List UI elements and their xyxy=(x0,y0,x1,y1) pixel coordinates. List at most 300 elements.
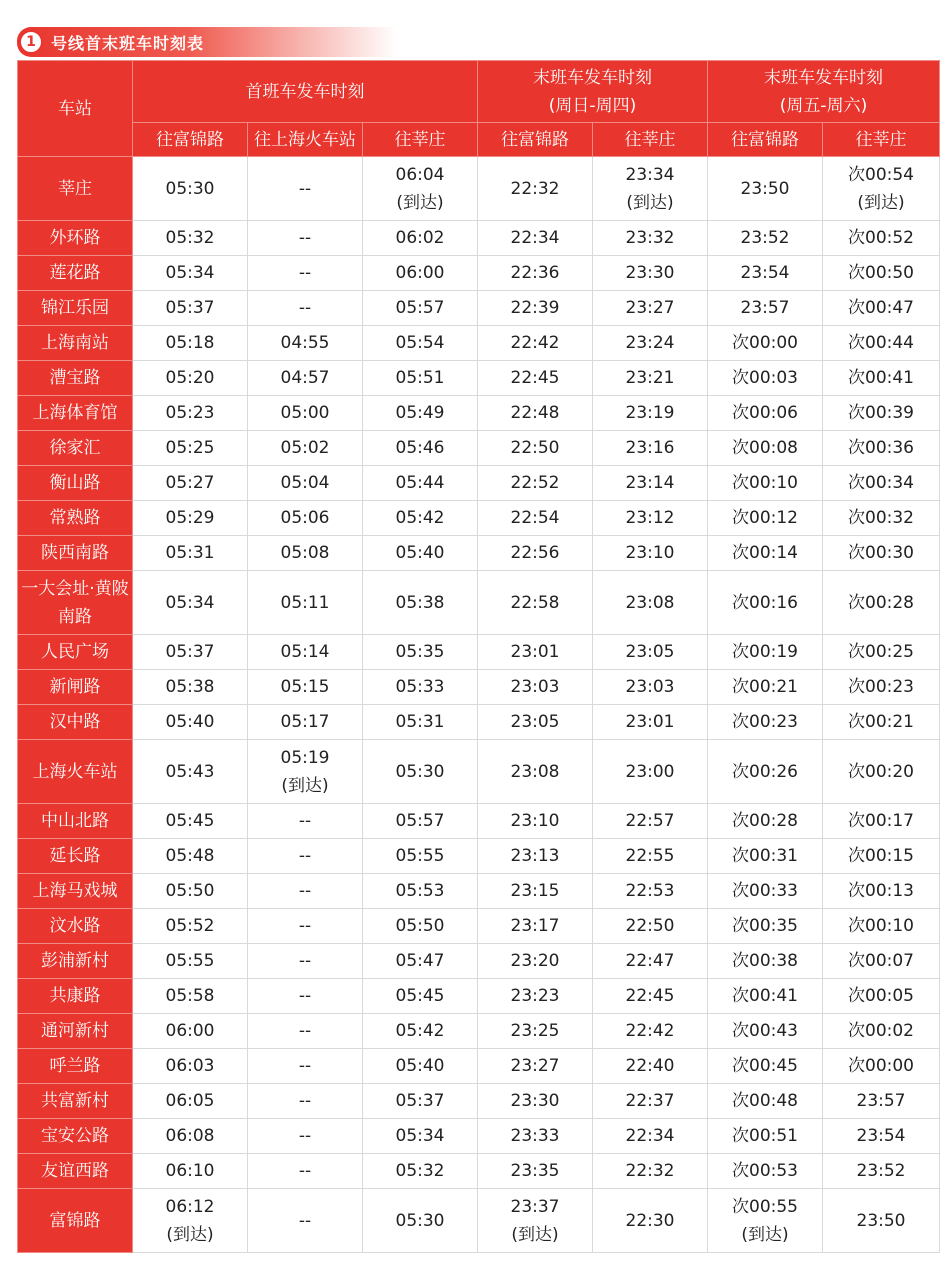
time-cell xyxy=(593,536,708,571)
time-value: 23:00 xyxy=(625,761,675,782)
time-value: 次00:45 xyxy=(732,1056,798,1076)
time-value: 05:11 xyxy=(280,592,330,613)
time-value: 次00:17 xyxy=(848,811,914,831)
station-name: 宝安公路 xyxy=(18,1119,133,1154)
time-value: 23:52 xyxy=(856,1161,906,1181)
table-row xyxy=(18,431,940,466)
time-cell xyxy=(363,1189,478,1253)
time-value: 次00:14 xyxy=(732,543,798,563)
time-value: 23:10 xyxy=(510,811,560,831)
time-cell xyxy=(478,740,593,804)
time-cell xyxy=(248,157,363,221)
time-cell xyxy=(708,979,823,1014)
time-cell xyxy=(708,291,823,326)
time-value: 22:32 xyxy=(625,1161,675,1181)
arrival-note: (到达) xyxy=(626,192,674,213)
time-value: 次00:08 xyxy=(732,438,798,458)
time-cell xyxy=(363,670,478,705)
time-cell xyxy=(708,431,823,466)
time-cell xyxy=(593,1049,708,1084)
time-value: 次00:06 xyxy=(732,403,798,423)
time-cell xyxy=(823,635,940,670)
station-name: 呼兰路 xyxy=(18,1049,133,1084)
time-value: 23:01 xyxy=(510,642,560,662)
subheader: 往上海火车站 xyxy=(248,123,363,157)
time-value: -- xyxy=(298,846,312,866)
time-value: 23:20 xyxy=(510,951,560,971)
time-value: 次00:13 xyxy=(848,881,914,901)
time-value: -- xyxy=(298,1021,312,1041)
time-cell xyxy=(133,466,248,501)
time-value: 23:27 xyxy=(510,1056,560,1076)
table-row xyxy=(18,571,940,635)
time-cell xyxy=(823,874,940,909)
time-value: 05:58 xyxy=(165,986,215,1006)
time-cell xyxy=(133,1189,248,1253)
time-cell xyxy=(478,256,593,291)
time-value: 05:57 xyxy=(395,298,445,318)
time-cell xyxy=(823,1049,940,1084)
subheader: 往富锦路 xyxy=(708,123,823,157)
time-cell xyxy=(708,256,823,291)
table-row xyxy=(18,157,940,221)
table-row xyxy=(18,635,940,670)
time-cell xyxy=(363,536,478,571)
time-cell xyxy=(248,839,363,874)
time-value: 06:00 xyxy=(165,1021,215,1041)
time-cell xyxy=(248,874,363,909)
time-value: 23:37 xyxy=(510,1196,560,1217)
time-cell xyxy=(823,1189,940,1253)
time-value: 23:50 xyxy=(856,1210,906,1231)
time-cell xyxy=(823,431,940,466)
time-cell xyxy=(708,536,823,571)
time-value: 次00:44 xyxy=(848,333,914,353)
time-cell xyxy=(478,1049,593,1084)
time-cell xyxy=(133,944,248,979)
table-row xyxy=(18,670,940,705)
time-cell xyxy=(478,291,593,326)
table-row xyxy=(18,1014,940,1049)
station-name: 新闸路 xyxy=(18,670,133,705)
time-value: 05:06 xyxy=(280,508,330,528)
time-cell xyxy=(363,221,478,256)
time-cell xyxy=(363,501,478,536)
time-cell xyxy=(823,466,940,501)
time-value: 次00:26 xyxy=(732,761,798,782)
station-name: 彭浦新村 xyxy=(18,944,133,979)
time-cell xyxy=(133,291,248,326)
time-value: 22:32 xyxy=(510,178,560,199)
time-value: 04:57 xyxy=(280,368,330,388)
time-value: 05:15 xyxy=(280,677,330,697)
station-name: 上海火车站 xyxy=(18,740,133,804)
time-cell xyxy=(133,431,248,466)
time-cell xyxy=(133,874,248,909)
time-cell xyxy=(593,635,708,670)
table-row xyxy=(18,944,940,979)
time-value: 次00:07 xyxy=(848,951,914,971)
time-cell xyxy=(248,431,363,466)
table-title: 号线首末班车时刻表 xyxy=(51,33,205,53)
time-cell xyxy=(708,1189,823,1253)
time-value: 05:42 xyxy=(395,508,445,528)
time-value: 23:10 xyxy=(625,543,675,563)
time-value: 06:12 xyxy=(165,1196,215,1217)
time-cell xyxy=(248,635,363,670)
time-cell xyxy=(478,326,593,361)
station-name: 上海马戏城 xyxy=(18,874,133,909)
time-cell xyxy=(593,256,708,291)
time-cell xyxy=(708,804,823,839)
time-cell xyxy=(363,466,478,501)
timetable-body xyxy=(18,157,940,1253)
time-value: 23:30 xyxy=(625,263,675,283)
time-value: 05:40 xyxy=(395,1056,445,1076)
time-cell xyxy=(363,431,478,466)
time-value: 22:36 xyxy=(510,263,560,283)
time-value: 23:08 xyxy=(625,592,675,613)
time-value: 05:47 xyxy=(395,951,445,971)
time-value: 次00:05 xyxy=(848,986,914,1006)
time-cell xyxy=(133,705,248,740)
time-cell xyxy=(248,1014,363,1049)
time-cell xyxy=(823,1154,940,1189)
time-cell xyxy=(248,670,363,705)
time-value: 05:44 xyxy=(395,473,445,493)
time-value: 23:27 xyxy=(625,298,675,318)
time-cell xyxy=(478,361,593,396)
time-value: 05:53 xyxy=(395,881,445,901)
time-value: 23:16 xyxy=(625,438,675,458)
time-cell xyxy=(363,256,478,291)
time-cell xyxy=(133,1049,248,1084)
time-value: 05:23 xyxy=(165,403,215,423)
time-cell xyxy=(708,501,823,536)
time-cell xyxy=(248,705,363,740)
time-cell xyxy=(593,874,708,909)
time-cell xyxy=(593,396,708,431)
time-value: 23:57 xyxy=(740,298,790,318)
time-cell xyxy=(363,874,478,909)
time-value: 22:53 xyxy=(625,881,675,901)
time-value: 22:52 xyxy=(510,473,560,493)
time-value: 22:34 xyxy=(510,228,560,248)
time-value: 06:05 xyxy=(165,1091,215,1111)
table-row xyxy=(18,804,940,839)
time-cell xyxy=(478,466,593,501)
time-cell xyxy=(363,361,478,396)
time-cell xyxy=(593,1189,708,1253)
time-value: 次00:51 xyxy=(732,1126,798,1146)
table-row xyxy=(18,874,940,909)
time-cell xyxy=(593,221,708,256)
time-value: 次00:30 xyxy=(848,543,914,563)
time-cell xyxy=(823,571,940,635)
time-value: 22:50 xyxy=(625,916,675,936)
table-row xyxy=(18,326,940,361)
time-cell xyxy=(593,361,708,396)
time-value: 22:50 xyxy=(510,438,560,458)
time-value: 23:14 xyxy=(625,473,675,493)
time-cell xyxy=(133,501,248,536)
time-value: 05:32 xyxy=(395,1161,445,1181)
time-cell xyxy=(133,536,248,571)
time-cell xyxy=(708,1119,823,1154)
table-row xyxy=(18,466,940,501)
time-value: 06:00 xyxy=(395,263,445,283)
time-cell xyxy=(363,1049,478,1084)
time-cell xyxy=(593,571,708,635)
table-row xyxy=(18,291,940,326)
time-cell xyxy=(708,874,823,909)
time-cell xyxy=(478,979,593,1014)
time-value: 次00:00 xyxy=(848,1056,914,1076)
arrival-note: (到达) xyxy=(281,775,329,796)
time-cell xyxy=(823,944,940,979)
time-cell xyxy=(248,466,363,501)
time-value: 05:25 xyxy=(165,438,215,458)
time-cell xyxy=(478,396,593,431)
table-row xyxy=(18,1189,940,1253)
time-cell xyxy=(363,1119,478,1154)
table-title-bar xyxy=(17,27,397,57)
time-cell xyxy=(363,705,478,740)
time-cell xyxy=(478,157,593,221)
station-name: 莘庄 xyxy=(18,157,133,221)
station-name: 外环路 xyxy=(18,221,133,256)
time-cell xyxy=(133,157,248,221)
time-value: 05:48 xyxy=(165,846,215,866)
arrival-note: (到达) xyxy=(396,192,444,213)
time-value: 04:55 xyxy=(280,333,330,353)
subheader: 往莘庄 xyxy=(823,123,940,157)
time-cell xyxy=(133,361,248,396)
time-value: 23:54 xyxy=(740,263,790,283)
time-value: 23:15 xyxy=(510,881,560,901)
time-value: 22:56 xyxy=(510,543,560,563)
time-value: 22:40 xyxy=(625,1056,675,1076)
time-cell xyxy=(708,326,823,361)
time-value: 23:05 xyxy=(510,712,560,732)
time-value: 23:03 xyxy=(625,677,675,697)
time-cell xyxy=(708,466,823,501)
time-value: 次00:23 xyxy=(732,712,798,732)
time-value: 23:34 xyxy=(625,164,675,185)
time-value: 05:35 xyxy=(395,642,445,662)
time-value: 05:45 xyxy=(165,811,215,831)
time-value: 05:31 xyxy=(165,543,215,563)
time-value: -- xyxy=(298,1091,312,1111)
time-cell xyxy=(823,740,940,804)
station-name: 莲花路 xyxy=(18,256,133,291)
subheader: 往富锦路 xyxy=(133,123,248,157)
time-cell xyxy=(478,944,593,979)
time-cell xyxy=(478,1189,593,1253)
time-value: 05:32 xyxy=(165,228,215,248)
time-cell xyxy=(478,635,593,670)
time-cell xyxy=(248,1154,363,1189)
time-cell xyxy=(363,157,478,221)
header-last-train-sun-thu: 末班车发车时刻 (周日-周四) xyxy=(478,61,708,123)
time-value: 次00:52 xyxy=(848,228,914,248)
time-cell xyxy=(823,909,940,944)
time-value: 05:14 xyxy=(280,642,330,662)
time-cell xyxy=(823,979,940,1014)
time-cell xyxy=(133,1119,248,1154)
time-value: 05:08 xyxy=(280,543,330,563)
time-cell xyxy=(593,944,708,979)
time-value: 次00:00 xyxy=(732,333,798,353)
time-cell xyxy=(248,1084,363,1119)
time-cell xyxy=(478,431,593,466)
time-cell xyxy=(478,1084,593,1119)
time-cell xyxy=(823,536,940,571)
time-cell xyxy=(593,740,708,804)
station-name: 上海体育馆 xyxy=(18,396,133,431)
time-cell xyxy=(363,839,478,874)
time-value: 次00:36 xyxy=(848,438,914,458)
station-name: 共康路 xyxy=(18,979,133,1014)
time-value: 22:47 xyxy=(625,951,675,971)
time-cell xyxy=(248,361,363,396)
time-value: 05:34 xyxy=(165,592,215,613)
time-value: 05:04 xyxy=(280,473,330,493)
time-value: 22:54 xyxy=(510,508,560,528)
time-cell xyxy=(593,326,708,361)
time-value: 05:55 xyxy=(395,846,445,866)
time-value: 23:12 xyxy=(625,508,675,528)
time-cell xyxy=(708,1084,823,1119)
time-value: 05:51 xyxy=(395,368,445,388)
time-value: 次00:34 xyxy=(848,473,914,493)
time-value: 22:45 xyxy=(625,986,675,1006)
time-value: 05:46 xyxy=(395,438,445,458)
time-value: 22:37 xyxy=(625,1091,675,1111)
time-value: 05:27 xyxy=(165,473,215,493)
time-cell xyxy=(708,740,823,804)
time-value: 次00:53 xyxy=(732,1161,798,1181)
time-cell xyxy=(593,1119,708,1154)
time-value: 22:39 xyxy=(510,298,560,318)
time-value: 05:38 xyxy=(165,677,215,697)
time-cell xyxy=(133,740,248,804)
time-cell xyxy=(708,1049,823,1084)
header-last-train-fri-sat: 末班车发车时刻 (周五-周六) xyxy=(708,61,940,123)
time-value: 06:08 xyxy=(165,1126,215,1146)
time-cell xyxy=(363,635,478,670)
time-value: 次00:41 xyxy=(848,368,914,388)
time-cell xyxy=(478,571,593,635)
time-value: 次00:10 xyxy=(732,473,798,493)
time-cell xyxy=(248,944,363,979)
time-value: 22:57 xyxy=(625,811,675,831)
time-value: 05:49 xyxy=(395,403,445,423)
time-value: -- xyxy=(298,916,312,936)
time-cell xyxy=(593,839,708,874)
time-cell xyxy=(823,705,940,740)
time-cell xyxy=(708,157,823,221)
time-cell xyxy=(478,1154,593,1189)
time-value: 次00:02 xyxy=(848,1021,914,1041)
time-cell xyxy=(593,431,708,466)
time-cell xyxy=(363,1084,478,1119)
time-value: 次00:54 xyxy=(848,164,914,185)
time-cell xyxy=(593,909,708,944)
table-row xyxy=(18,979,940,1014)
time-value: -- xyxy=(298,1161,312,1181)
arrival-note: (到达) xyxy=(511,1224,559,1245)
table-row xyxy=(18,221,940,256)
line-number-badge: 1 xyxy=(19,30,43,54)
time-cell xyxy=(593,157,708,221)
time-cell xyxy=(363,1154,478,1189)
station-name: 陕西南路 xyxy=(18,536,133,571)
time-value: 05:50 xyxy=(395,916,445,936)
time-cell xyxy=(248,536,363,571)
table-row xyxy=(18,909,940,944)
time-value: 23:13 xyxy=(510,846,560,866)
time-cell xyxy=(708,670,823,705)
time-cell xyxy=(248,501,363,536)
time-cell xyxy=(133,1014,248,1049)
time-value: 05:30 xyxy=(395,1210,445,1231)
time-cell xyxy=(593,1154,708,1189)
time-cell xyxy=(133,979,248,1014)
time-value: 22:42 xyxy=(510,333,560,353)
time-value: 05:40 xyxy=(395,543,445,563)
subheader: 往莘庄 xyxy=(593,123,708,157)
time-cell xyxy=(363,804,478,839)
time-value: 22:34 xyxy=(625,1126,675,1146)
time-value: -- xyxy=(298,228,312,248)
time-value: 05:34 xyxy=(395,1126,445,1146)
time-value: 05:33 xyxy=(395,677,445,697)
time-value: 次00:20 xyxy=(848,761,914,782)
time-value: 23:32 xyxy=(625,228,675,248)
time-cell xyxy=(133,256,248,291)
time-value: 次00:19 xyxy=(732,642,798,662)
table-row xyxy=(18,536,940,571)
time-cell xyxy=(708,1014,823,1049)
station-name: 通河新村 xyxy=(18,1014,133,1049)
table-row xyxy=(18,1154,940,1189)
table-row xyxy=(18,256,940,291)
station-name: 富锦路 xyxy=(18,1189,133,1253)
time-value: 次00:31 xyxy=(732,846,798,866)
table-row xyxy=(18,740,940,804)
table-row xyxy=(18,1084,940,1119)
time-cell xyxy=(133,221,248,256)
time-value: 05:31 xyxy=(395,712,445,732)
time-cell xyxy=(248,804,363,839)
time-value: 05:38 xyxy=(395,592,445,613)
table-row xyxy=(18,705,940,740)
time-cell xyxy=(823,256,940,291)
table-row xyxy=(18,1119,940,1154)
time-cell xyxy=(478,705,593,740)
time-value: -- xyxy=(298,811,312,831)
table-row xyxy=(18,361,940,396)
time-cell xyxy=(133,1154,248,1189)
time-value: 次00:25 xyxy=(848,642,914,662)
time-cell xyxy=(363,909,478,944)
time-cell xyxy=(823,670,940,705)
time-value: 06:10 xyxy=(165,1161,215,1181)
time-value: 23:57 xyxy=(856,1091,906,1111)
time-value: 23:50 xyxy=(740,178,790,199)
time-value: 05:40 xyxy=(165,712,215,732)
